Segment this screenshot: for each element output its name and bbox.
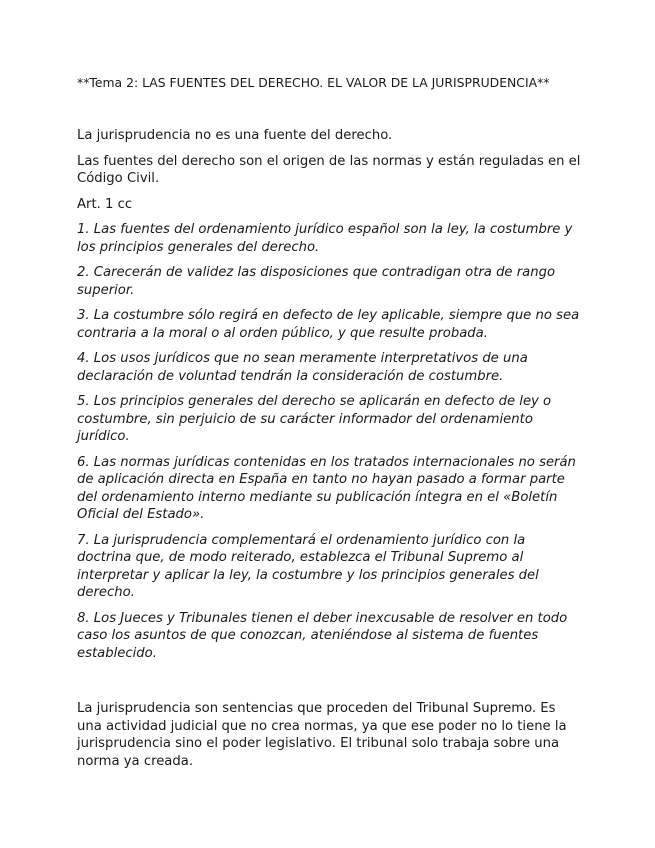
article-item-7: 7. La jurisprudencia complementará el ordenamiento jurídico con la doctrina que, de modo reiterado, establezca el Tribunal Supremo al interpretar y aplicar la ley, la costumbre y los principios generales del derecho. bbox=[77, 532, 539, 600]
document-title: **Tema 2: LAS FUENTES DEL DERECHO. EL VALOR DE LA JURISPRUDENCIA** bbox=[77, 75, 550, 90]
intro-paragraph-2: Las fuentes del derecho son el origen de las normas y están reguladas en el Código Civil. bbox=[77, 153, 581, 186]
article-items-list bbox=[77, 221, 582, 662]
article-item-8: 8. Los Jueces y Tribunales tienen el deber inexcusable de resolver en todo caso los asuntos de que conozcan, ateniéndose al sistema de fuentes establecido. bbox=[77, 610, 568, 661]
closing-paragraph: La jurisprudencia son sentencias que proceden del Tribunal Supremo. Es una actividad judicial que no crea normas, ya que ese poder no lo tiene la jurisprudencia sino el poder legislativo. El tribunal solo trabaja sobre una norma ya creada. bbox=[77, 701, 567, 769]
article-item-3: 3. La costumbre sólo regirá en defecto de ley aplicable, siempre que no sea contraria a la moral o al orden público, y que resulte probada. bbox=[77, 308, 580, 341]
article-item-2: 2. Carecerán de validez las disposiciones que contradigan otra de rango superior. bbox=[77, 265, 556, 298]
article-item-5: 5. Los principios generales del derecho se aplicarán en defecto de ley o costumbre, sin perjuicio de su carácter informador del ordenamiento jurídico. bbox=[77, 394, 552, 444]
article-item-1: 1. Las fuentes del ordenamiento jurídico español son la ley, la costumbre y los principios generales del derecho. bbox=[77, 222, 573, 255]
document-page bbox=[77, 74, 582, 770]
article-heading: Art. 1 cc bbox=[77, 196, 133, 212]
article-item-6: 6. Las normas jurídicas contenidas en los tratados internacionales no serán de aplicación directa en España en tanto no hayan pasado a formar parte del ordenamiento interno mediante su publicación íntegra en el «Boletín Oficial del Estado». bbox=[77, 454, 576, 522]
intro-paragraph-1: La jurisprudencia no es una fuente del derecho. bbox=[77, 128, 393, 143]
article-item-4: 4. Los usos jurídicos que no sean meramente interpretativos de una declaración de voluntad tendrán la consideración de costumbre. bbox=[77, 351, 528, 384]
